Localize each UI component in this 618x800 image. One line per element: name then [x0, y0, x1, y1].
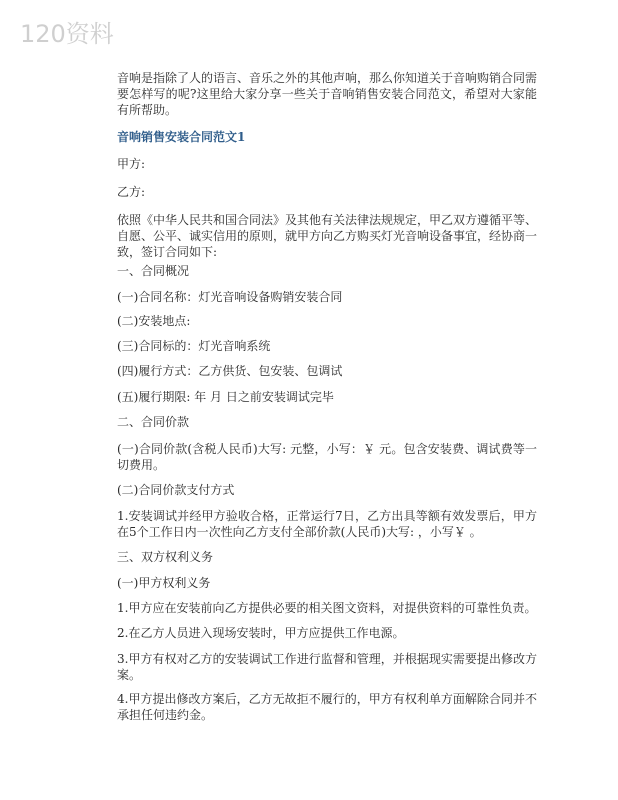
clause-1-3: (三)合同标的：灯光音响系统: [117, 339, 271, 353]
clause-2-2: (二)合同价款支付方式: [117, 483, 235, 497]
clause-1-4: (四)履行方式：乙方供货、包安装、包调试: [117, 364, 343, 378]
clause-3-title: 三、双方权利义务: [117, 550, 214, 564]
clause-1-title: 一、合同概况: [117, 264, 190, 278]
clause-1-1: (一)合同名称：灯光音响设备购销安装合同: [117, 290, 343, 304]
section-heading: 音响销售安装合同范文1: [117, 130, 246, 144]
watermark-logo: 120资料: [20, 20, 114, 48]
clause-2-title: 二、合同价款: [117, 415, 190, 429]
party-a-label: 甲方:: [117, 157, 146, 171]
clause-2-1: (一)合同价款(含税人民币)大写: 元整，小写：￥ 元。包含安装费、调试费等一切费用。: [117, 442, 537, 472]
party-b-label: 乙方:: [117, 185, 146, 199]
clause-3-1-3: 3.甲方有权对乙方的安装调试工作进行监督和管理，并根据现实需要提出修改方案。: [117, 652, 537, 682]
clause-3-1-4: 4.甲方提出修改方案后，乙方无故拒不履行的，甲方有权利单方面解除合同并不承担任何违约金。: [117, 692, 537, 722]
preamble-paragraph: 依照《中华人民共和国合同法》及其他有关法律法规规定，甲乙双方遵循平等、自愿、公平、诚实信用的原则，就甲方向乙方购买灯光音响设备事宜，经协商一致，签订合同如下:: [117, 213, 538, 259]
clause-3-1-2: 2.在乙方人员进入现场安装时，甲方应提供工作电源。: [117, 626, 405, 640]
intro-paragraph: 音响是指除了人的语言、音乐之外的其他声响，那么你知道关于音响购销合同需要怎样写的呢?这里给大家分享一些关于音响销售安装合同范文，希望对大家能有所帮助。: [117, 71, 538, 117]
clause-3-1-1: 1.甲方应在安装前向乙方提供必要的相关图文资料，对提供资料的可靠性负责。: [117, 601, 537, 615]
clause-2-2-1: 1.安装调试并经甲方验收合格，正常运行7日，乙方出具等额有效发票后，甲方在5个工作日内一次性向乙方支付全部价款(人民币)大写: ，小写￥ 。: [117, 509, 537, 539]
clause-1-5: (五)履行期限: 年 月 日之前安装调试完毕: [117, 390, 334, 404]
clause-3-1: (一)甲方权利义务: [117, 576, 211, 590]
clause-1-2: (二)安装地点:: [117, 314, 191, 328]
